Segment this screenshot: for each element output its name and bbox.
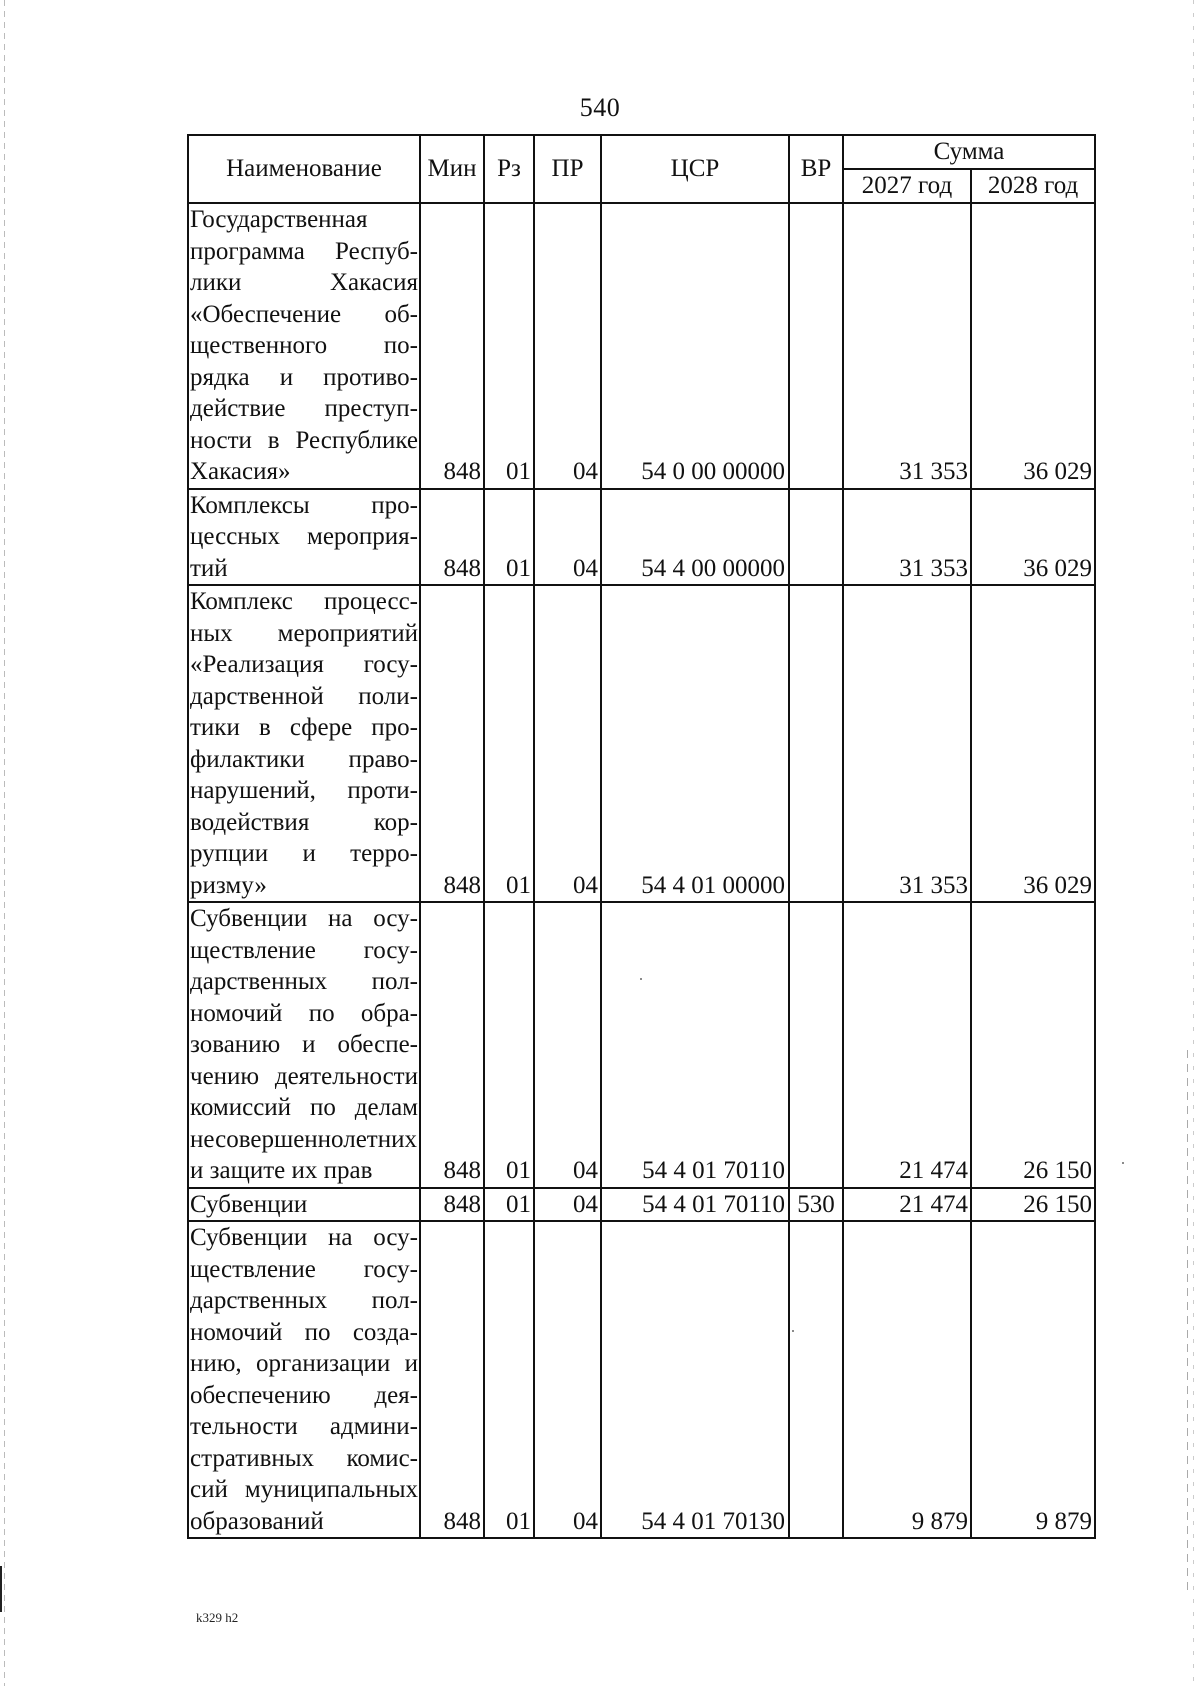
table-row xyxy=(188,902,1095,1188)
row-csr: 54 4 01 70110 xyxy=(601,1188,789,1222)
row-rz: 01 xyxy=(484,1188,534,1222)
row-pr: 04 xyxy=(534,489,601,586)
row-vr xyxy=(789,1221,843,1538)
header-year-2027: 2027 год xyxy=(843,169,971,203)
row-csr: 54 4 00 00000 xyxy=(601,489,789,586)
row-vr: 530 xyxy=(789,1188,843,1222)
row-rz: 01 xyxy=(484,1221,534,1538)
row-min: 848 xyxy=(420,1221,484,1538)
row-sum-2027: 21 474 xyxy=(843,902,971,1188)
header-rz: Рз xyxy=(484,135,534,203)
scan-mark-left xyxy=(0,1566,2,1612)
row-sum-2028: 26 150 xyxy=(971,1188,1095,1222)
row-name: Комплексы процессных мероприятий xyxy=(188,489,420,586)
table-row xyxy=(188,1221,1095,1538)
table-row xyxy=(188,489,1095,586)
row-rz: 01 xyxy=(484,902,534,1188)
row-min: 848 xyxy=(420,489,484,586)
row-rz: 01 xyxy=(484,489,534,586)
budget-table xyxy=(187,134,1096,1539)
header-name: Наименование xyxy=(188,135,420,203)
row-csr: 54 4 01 70110 xyxy=(601,902,789,1188)
row-rz: 01 xyxy=(484,585,534,902)
row-sum-2028: 9 879 xyxy=(971,1221,1095,1538)
header-year-2028: 2028 год xyxy=(971,169,1095,203)
row-name: Субвенции на осуществление государственных полномочий по созданию, организации и обеспечению деятельности административных комиссий муниципальных образований xyxy=(188,1221,420,1538)
row-name: Комплекс процессных мероприятий «Реализация государственной политики в сфере профилактики правонарушений, противодействия коррупции и терроризму» xyxy=(188,585,420,902)
row-min: 848 xyxy=(420,203,484,489)
table-body xyxy=(188,203,1095,1538)
scan-speck xyxy=(640,978,642,980)
header-vr: ВР xyxy=(789,135,843,203)
row-sum-2028: 26 150 xyxy=(971,902,1095,1188)
row-sum-2027: 31 353 xyxy=(843,203,971,489)
row-name: Государственная программа Республики Хакасия «Обеспечение общественного порядка и противодействие преступности в Республике Хакасия» xyxy=(188,203,420,489)
scan-edge-left xyxy=(4,0,5,1686)
scan-speck xyxy=(792,1330,794,1332)
row-pr: 04 xyxy=(534,585,601,902)
row-vr xyxy=(789,203,843,489)
header-min: Мин xyxy=(420,135,484,203)
row-sum-2027: 31 353 xyxy=(843,489,971,586)
row-sum-2028: 36 029 xyxy=(971,203,1095,489)
row-rz: 01 xyxy=(484,203,534,489)
header-csr: ЦСР xyxy=(601,135,789,203)
row-csr: 54 0 00 00000 xyxy=(601,203,789,489)
row-pr: 04 xyxy=(534,902,601,1188)
table-row xyxy=(188,1188,1095,1222)
row-min: 848 xyxy=(420,585,484,902)
scan-speck xyxy=(1122,1162,1124,1164)
header-sum: Сумма xyxy=(843,135,1095,169)
header-pr: ПР xyxy=(534,135,601,203)
row-vr xyxy=(789,902,843,1188)
row-pr: 04 xyxy=(534,203,601,489)
row-pr: 04 xyxy=(534,1188,601,1222)
row-sum-2027: 31 353 xyxy=(843,585,971,902)
scan-edge-right xyxy=(1193,0,1194,1686)
row-min: 848 xyxy=(420,902,484,1188)
table-row xyxy=(188,585,1095,902)
row-sum-2027: 9 879 xyxy=(843,1221,971,1538)
table-header xyxy=(188,135,1095,203)
row-pr: 04 xyxy=(534,1221,601,1538)
scan-edge-right-secondary xyxy=(1187,1050,1188,1590)
row-min: 848 xyxy=(420,1188,484,1222)
row-csr: 54 4 01 70130 xyxy=(601,1221,789,1538)
row-vr xyxy=(789,585,843,902)
row-name: Субвенции на осуществление государственных полномочий по образованию и обеспечению деятельности комиссий по делам несовершеннолетних и защите их прав xyxy=(188,902,420,1188)
page-number: 540 xyxy=(579,93,621,122)
row-name: Субвенции xyxy=(188,1188,420,1222)
row-csr: 54 4 01 00000 xyxy=(601,585,789,902)
row-sum-2028: 36 029 xyxy=(971,585,1095,902)
footer-document-code: k329 h2 xyxy=(196,1610,239,1625)
row-vr xyxy=(789,489,843,586)
table-row xyxy=(188,203,1095,489)
row-sum-2028: 36 029 xyxy=(971,489,1095,586)
row-sum-2027: 21 474 xyxy=(843,1188,971,1222)
